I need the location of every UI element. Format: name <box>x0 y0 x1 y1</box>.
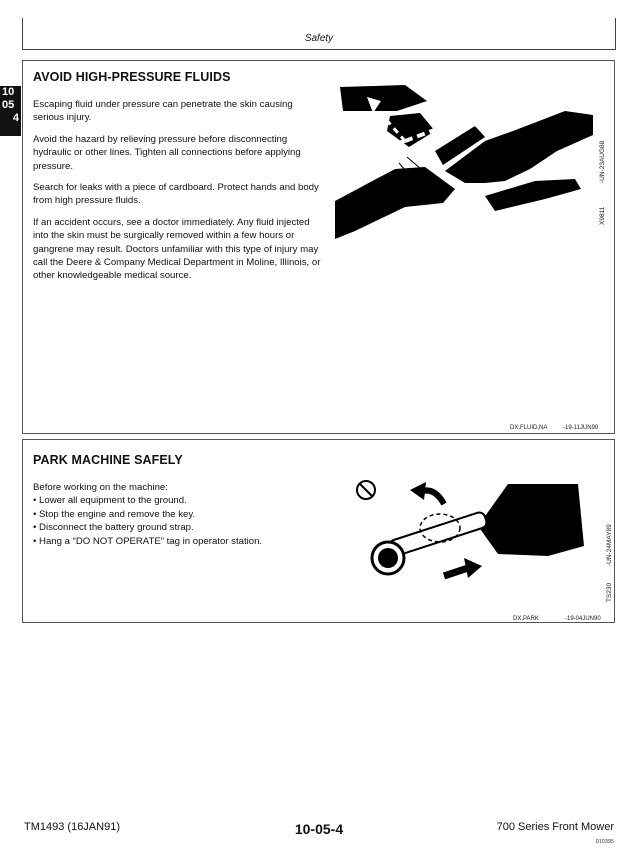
ignition-key-illustration <box>348 476 588 596</box>
section-park-machine-safely <box>22 439 615 623</box>
section-high-pressure-fluids <box>22 60 615 434</box>
reference-code: DX,FLUID,NA <box>510 425 548 431</box>
list-item: • Hang a “DO NOT OPERATE” tag in operator station. <box>33 535 263 547</box>
footer-document-id: TM1493 (16JAN91) <box>24 821 120 833</box>
section-title: AVOID HIGH-PRESSURE FLUIDS <box>33 70 231 84</box>
high-pressure-leak-illustration <box>335 71 597 261</box>
reference-date: -19-04JUN90 <box>565 616 601 622</box>
section-title: PARK MACHINE SAFELY <box>33 453 183 467</box>
tab-line-2: 05 <box>2 99 15 111</box>
list-item: • Stop the engine and remove the key. <box>33 508 196 520</box>
paragraph: Search for leaks with a piece of cardboard. Protect hands and body from high pressure fluids. <box>33 182 319 207</box>
paragraph: If an accident occurs, see a doctor immediately. Any fluid injected into the skin must be surgically removed within a few hours or gangrene may result. Doctors unfamiliar with this type of injury may call the Deere & Company Medical Department in Moline, Illinois, or other knowledgeable medical source. <box>33 216 321 282</box>
list-item: • Lower all equipment to the ground. <box>33 495 187 507</box>
paragraph: Avoid the hazard by relieving pressure before disconnecting hydraulic or other lines. Tighten all connections before applying pressure. <box>33 133 301 172</box>
page-header-title: Safety <box>304 33 334 44</box>
figure-date: -UN-24MAY89 <box>606 524 613 566</box>
section-body <box>33 481 333 548</box>
intro-text: Before working on the machine: <box>33 482 168 493</box>
footer-small-code: 010395 <box>595 839 614 845</box>
tab-line-1: 10 <box>2 86 15 98</box>
paragraph: Escaping fluid under pressure can penetrate the skin causing serious injury. <box>33 99 293 124</box>
footer-manual-title: 700 Series Front Mower <box>496 821 614 833</box>
section-tab <box>0 86 21 136</box>
figure-date: -UN-23AUG88 <box>599 140 606 183</box>
figure-code: X9811 <box>599 206 606 225</box>
list-item: • Disconnect the battery ground strap. <box>33 522 194 534</box>
reference-code: DX,PARK <box>513 616 539 622</box>
footer-page-number: 10-05-4 <box>294 821 344 837</box>
section-body <box>33 98 323 291</box>
tab-line-3: 4 <box>12 112 19 124</box>
reference-date: -19-11JUN90 <box>563 425 599 431</box>
figure-code: TS230 <box>606 582 613 602</box>
header-rule <box>22 49 616 50</box>
